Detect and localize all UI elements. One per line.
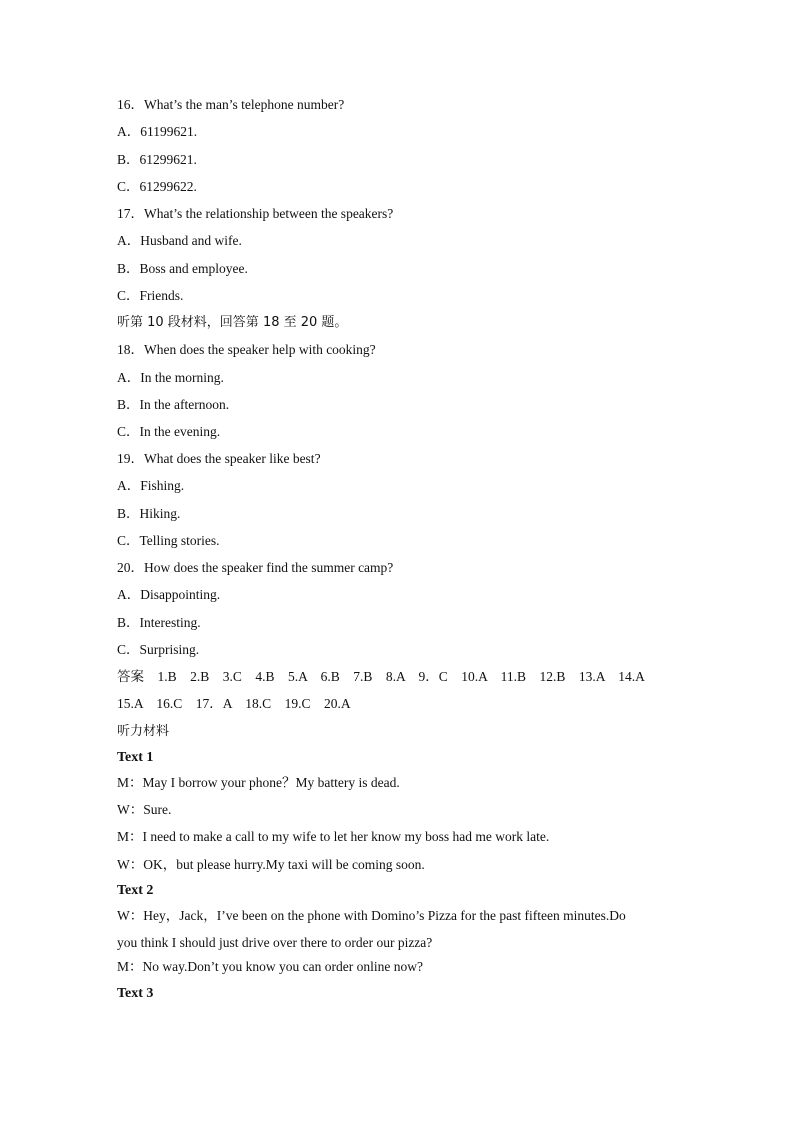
text-line: 答案 1.B 2.B 3.C 4.B 5.A 6.B 7.B 8.A 9．C 10.A 11.B 12.B 13.A 14.A (117, 669, 645, 684)
text-line: Text 1 (117, 750, 154, 765)
text-line: A．Disappointing. (117, 587, 221, 602)
text-line: A．In the morning. (117, 370, 224, 385)
text-line: B．Hiking. (117, 506, 181, 521)
text-line: M：I need to make a call to my wife to let her know my boss had me work late. (117, 829, 550, 844)
text-line: A．Husband and wife. (117, 233, 242, 248)
text-line: M：May I borrow your phone？My battery is dead. (117, 775, 400, 790)
text-line: W：OK，but please hurry.My taxi will be coming soon. (117, 857, 425, 872)
text-line: W：Hey，Jack，I’ve been on the phone with Domino’s Pizza for the past fifteen minutes.Do (117, 908, 626, 923)
text-line: Text 3 (117, 986, 154, 1001)
text-line: W：Sure. (117, 802, 172, 817)
text-line: 听第 10 段材料，回答第 18 至 20 题。 (117, 315, 348, 330)
text-line: B．Boss and employee. (117, 261, 248, 276)
text-line: C．In the evening. (117, 424, 221, 439)
text-line: 20．How does the speaker find the summer camp? (117, 560, 394, 575)
text-line: A．61199621. (117, 124, 198, 139)
text-line: 听力材料 (117, 724, 170, 739)
text-line: 16．What’s the man’s telephone number? (117, 97, 345, 112)
text-line: C．Friends. (117, 288, 184, 303)
text-line: B．In the afternoon. (117, 397, 230, 412)
text-line: B．61299621. (117, 152, 197, 167)
text-line: you think I should just drive over there to order our pizza? (117, 935, 433, 950)
text-line: 17．What’s the relationship between the speakers? (117, 206, 394, 221)
text-line: A．Fishing. (117, 478, 185, 493)
text-line: B．Interesting. (117, 615, 201, 630)
text-line: C．61299622. (117, 179, 197, 194)
text-line: 15.A 16.C 17．A 18.C 19.C 20.A (117, 696, 351, 711)
text-line: 19．What does the speaker like best? (117, 451, 321, 466)
text-line: 18．When does the speaker help with cooking? (117, 342, 376, 357)
text-line: C．Telling stories. (117, 533, 220, 548)
text-line: C．Surprising. (117, 642, 200, 657)
text-line: M：No way.Don’t you know you can order online now? (117, 959, 423, 974)
text-line: Text 2 (117, 883, 154, 898)
